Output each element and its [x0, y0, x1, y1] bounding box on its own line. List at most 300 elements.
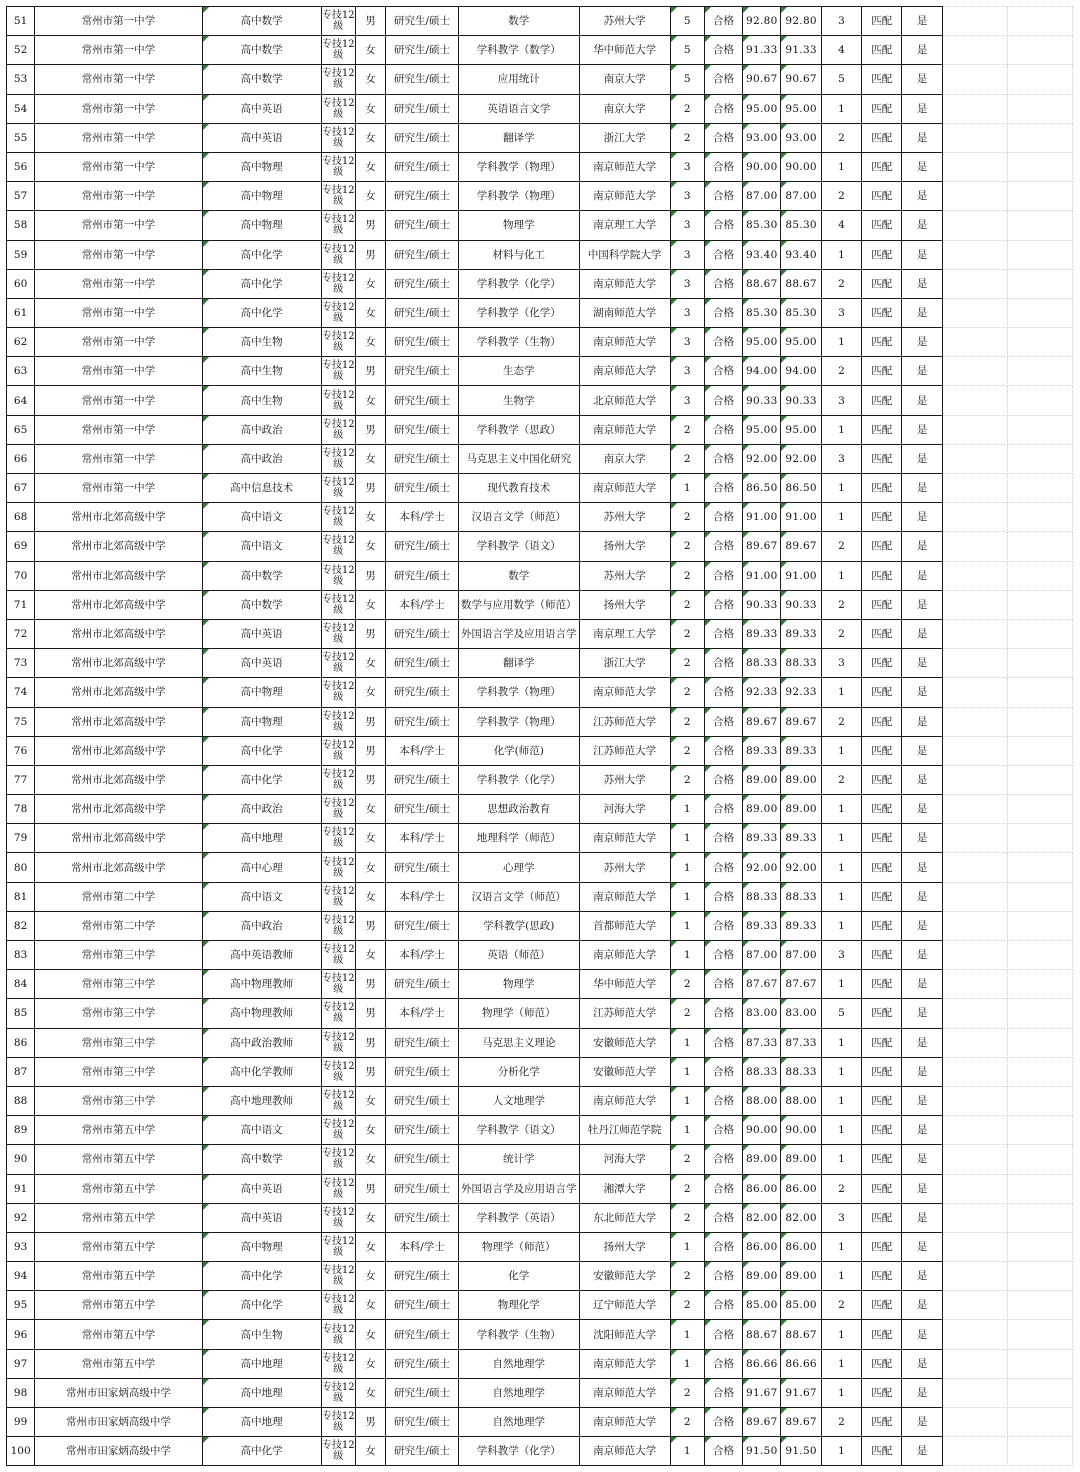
major-cell: 翻译学: [458, 123, 579, 152]
quota-cell: 1: [670, 941, 704, 970]
empty-cell: [942, 1262, 1008, 1291]
quota-cell: 3: [670, 182, 704, 211]
major-cell: 物理学（师范）: [458, 999, 579, 1028]
table-row: [7, 1203, 1073, 1232]
level-cell: 专技12级: [321, 357, 355, 386]
empty-cell: [942, 36, 1008, 65]
school-cell: 常州市第五中学: [35, 1232, 202, 1261]
seq-cell: 65: [7, 415, 35, 444]
quota-cell: 2: [670, 590, 704, 619]
seq-cell: 70: [7, 561, 35, 590]
hired-cell: 是: [902, 1232, 942, 1261]
level-cell: 专技12级: [321, 328, 355, 357]
gender-cell: 女: [355, 386, 385, 415]
quota-cell: 1: [670, 1349, 704, 1378]
hired-cell: 是: [902, 853, 942, 882]
empty-cell: [942, 619, 1008, 648]
total-cell: 87.33: [781, 1028, 821, 1057]
score-cell: 89.67: [743, 1408, 781, 1437]
rank-cell: 2: [821, 1174, 861, 1203]
level-cell: 专技12级: [321, 678, 355, 707]
rank-cell: 2: [821, 532, 861, 561]
empty-cell: [942, 298, 1008, 327]
table-row: [7, 357, 1073, 386]
seq-cell: 86: [7, 1028, 35, 1057]
empty-cell: [1008, 1437, 1073, 1466]
score-cell: 89.33: [743, 736, 781, 765]
exam-cell: 合格: [704, 911, 742, 940]
empty-cell: [1008, 240, 1073, 269]
empty-cell: [942, 911, 1008, 940]
exam-cell: 合格: [704, 1145, 742, 1174]
total-cell: 88.33: [781, 882, 821, 911]
position-cell: 高中生物: [202, 1320, 321, 1349]
gender-cell: 女: [355, 36, 385, 65]
exam-cell: 合格: [704, 1408, 742, 1437]
hired-cell: 是: [902, 795, 942, 824]
table-row: [7, 94, 1073, 123]
total-cell: 86.00: [781, 1232, 821, 1261]
empty-cell: [1008, 444, 1073, 473]
match-cell: 匹配: [862, 561, 902, 590]
major-cell: 外国语言学及应用语言学: [458, 619, 579, 648]
seq-cell: 89: [7, 1116, 35, 1145]
quota-cell: 3: [670, 386, 704, 415]
position-cell: 高中语文: [202, 1116, 321, 1145]
match-cell: 匹配: [862, 736, 902, 765]
level-cell: 专技12级: [321, 1437, 355, 1466]
school-cell: 常州市第三中学: [35, 1057, 202, 1086]
school-cell: 常州市第一中学: [35, 415, 202, 444]
table-row: [7, 328, 1073, 357]
gender-cell: 女: [355, 1262, 385, 1291]
seq-cell: 56: [7, 152, 35, 181]
university-cell: 南京大学: [579, 444, 670, 473]
quota-cell: 3: [670, 240, 704, 269]
school-cell: 常州市第三中学: [35, 941, 202, 970]
position-cell: 高中地理: [202, 824, 321, 853]
degree-cell: 研究生/硕士: [386, 298, 459, 327]
quota-cell: 2: [670, 649, 704, 678]
hired-cell: 是: [902, 765, 942, 794]
rank-cell: 1: [821, 824, 861, 853]
degree-cell: 研究生/硕士: [386, 1116, 459, 1145]
school-cell: 常州市北郊高级中学: [35, 649, 202, 678]
table-row: [7, 298, 1073, 327]
university-cell: 浙江大学: [579, 123, 670, 152]
exam-cell: 合格: [704, 269, 742, 298]
university-cell: 北京师范大学: [579, 386, 670, 415]
hired-cell: 是: [902, 561, 942, 590]
university-cell: 苏州大学: [579, 853, 670, 882]
position-cell: 高中物理: [202, 211, 321, 240]
degree-cell: 研究生/硕士: [386, 65, 459, 94]
university-cell: 南京师范大学: [579, 1408, 670, 1437]
empty-cell: [942, 94, 1008, 123]
total-cell: 89.67: [781, 532, 821, 561]
empty-cell: [942, 328, 1008, 357]
school-cell: 常州市第五中学: [35, 1291, 202, 1320]
empty-cell: [942, 444, 1008, 473]
total-cell: 85.30: [781, 298, 821, 327]
match-cell: 匹配: [862, 795, 902, 824]
exam-cell: 合格: [704, 1291, 742, 1320]
table-row: [7, 1320, 1073, 1349]
level-cell: 专技12级: [321, 1028, 355, 1057]
rank-cell: 1: [821, 1437, 861, 1466]
level-cell: 专技12级: [321, 941, 355, 970]
quota-cell: 2: [670, 1291, 704, 1320]
university-cell: 南京师范大学: [579, 1437, 670, 1466]
rank-cell: 1: [821, 911, 861, 940]
university-cell: 苏州大学: [579, 503, 670, 532]
school-cell: 常州市北郊高级中学: [35, 619, 202, 648]
match-cell: 匹配: [862, 1349, 902, 1378]
degree-cell: 本科/学士: [386, 736, 459, 765]
empty-cell: [1008, 941, 1073, 970]
table-row: [7, 152, 1073, 181]
rank-cell: 3: [821, 386, 861, 415]
position-cell: 高中地理: [202, 1408, 321, 1437]
table-row: [7, 269, 1073, 298]
exam-cell: 合格: [704, 36, 742, 65]
seq-cell: 78: [7, 795, 35, 824]
degree-cell: 研究生/硕士: [386, 532, 459, 561]
score-cell: 86.00: [743, 1174, 781, 1203]
position-cell: 高中语文: [202, 503, 321, 532]
empty-cell: [942, 1408, 1008, 1437]
major-cell: 学科教学（生物）: [458, 328, 579, 357]
rank-cell: 1: [821, 678, 861, 707]
level-cell: 专技12级: [321, 1145, 355, 1174]
total-cell: 95.00: [781, 94, 821, 123]
empty-cell: [1008, 736, 1073, 765]
rank-cell: 2: [821, 765, 861, 794]
position-cell: 高中地理教师: [202, 1086, 321, 1115]
hired-cell: 是: [902, 1408, 942, 1437]
seq-cell: 96: [7, 1320, 35, 1349]
rank-cell: 1: [821, 1145, 861, 1174]
university-cell: 南京师范大学: [579, 824, 670, 853]
gender-cell: 男: [355, 1408, 385, 1437]
hired-cell: 是: [902, 36, 942, 65]
university-cell: 首都师范大学: [579, 911, 670, 940]
gender-cell: 男: [355, 1174, 385, 1203]
hired-cell: 是: [902, 824, 942, 853]
quota-cell: 3: [670, 328, 704, 357]
position-cell: 高中生物: [202, 328, 321, 357]
position-cell: 高中数学: [202, 65, 321, 94]
major-cell: 学科教学（化学）: [458, 1437, 579, 1466]
school-cell: 常州市第五中学: [35, 1145, 202, 1174]
quota-cell: 2: [670, 1174, 704, 1203]
seq-cell: 76: [7, 736, 35, 765]
total-cell: 86.00: [781, 1174, 821, 1203]
degree-cell: 研究生/硕士: [386, 1086, 459, 1115]
quota-cell: 1: [670, 1320, 704, 1349]
major-cell: 物理学: [458, 970, 579, 999]
rank-cell: 1: [821, 240, 861, 269]
table-row: [7, 970, 1073, 999]
major-cell: 学科教学（物理）: [458, 182, 579, 211]
score-cell: 90.00: [743, 152, 781, 181]
gender-cell: 女: [355, 1232, 385, 1261]
school-cell: 常州市北郊高级中学: [35, 795, 202, 824]
total-cell: 91.00: [781, 503, 821, 532]
score-cell: 89.33: [743, 619, 781, 648]
empty-cell: [1008, 65, 1073, 94]
major-cell: 学科教学（物理）: [458, 152, 579, 181]
exam-cell: 合格: [704, 182, 742, 211]
exam-cell: 合格: [704, 590, 742, 619]
exam-cell: 合格: [704, 619, 742, 648]
empty-cell: [1008, 269, 1073, 298]
degree-cell: 研究生/硕士: [386, 7, 459, 36]
major-cell: 学科教学（英语）: [458, 1203, 579, 1232]
rank-cell: 1: [821, 415, 861, 444]
empty-cell: [1008, 1028, 1073, 1057]
empty-cell: [1008, 1378, 1073, 1407]
rank-cell: 1: [821, 503, 861, 532]
empty-cell: [1008, 7, 1073, 36]
empty-cell: [1008, 1291, 1073, 1320]
seq-cell: 81: [7, 882, 35, 911]
exam-cell: 合格: [704, 882, 742, 911]
match-cell: 匹配: [862, 999, 902, 1028]
degree-cell: 研究生/硕士: [386, 328, 459, 357]
hired-cell: 是: [902, 415, 942, 444]
hired-cell: 是: [902, 1349, 942, 1378]
match-cell: 匹配: [862, 1028, 902, 1057]
school-cell: 常州市第一中学: [35, 94, 202, 123]
table-row: [7, 678, 1073, 707]
hired-cell: 是: [902, 1437, 942, 1466]
empty-cell: [942, 561, 1008, 590]
gender-cell: 男: [355, 1028, 385, 1057]
match-cell: 匹配: [862, 1116, 902, 1145]
seq-cell: 57: [7, 182, 35, 211]
school-cell: 常州市第一中学: [35, 240, 202, 269]
score-cell: 90.00: [743, 1116, 781, 1145]
rank-cell: 1: [821, 1057, 861, 1086]
match-cell: 匹配: [862, 269, 902, 298]
empty-cell: [1008, 503, 1073, 532]
position-cell: 高中信息技术: [202, 474, 321, 503]
score-cell: 91.50: [743, 1437, 781, 1466]
quota-cell: 2: [670, 736, 704, 765]
match-cell: 匹配: [862, 1437, 902, 1466]
school-cell: 常州市第一中学: [35, 298, 202, 327]
table-row: [7, 415, 1073, 444]
school-cell: 常州市第一中学: [35, 182, 202, 211]
table-row: [7, 649, 1073, 678]
rank-cell: 2: [821, 1408, 861, 1437]
level-cell: 专技12级: [321, 269, 355, 298]
score-cell: 88.67: [743, 269, 781, 298]
score-cell: 88.00: [743, 1086, 781, 1115]
degree-cell: 研究生/硕士: [386, 269, 459, 298]
score-cell: 89.00: [743, 765, 781, 794]
degree-cell: 研究生/硕士: [386, 765, 459, 794]
degree-cell: 研究生/硕士: [386, 386, 459, 415]
major-cell: 马克思主义理论: [458, 1028, 579, 1057]
match-cell: 匹配: [862, 7, 902, 36]
level-cell: 专技12级: [321, 94, 355, 123]
gender-cell: 女: [355, 444, 385, 473]
score-cell: 91.00: [743, 503, 781, 532]
exam-cell: 合格: [704, 853, 742, 882]
table-row: [7, 1028, 1073, 1057]
score-cell: 86.66: [743, 1349, 781, 1378]
score-cell: 88.33: [743, 649, 781, 678]
rank-cell: 1: [821, 94, 861, 123]
rank-cell: 2: [821, 619, 861, 648]
empty-cell: [1008, 1203, 1073, 1232]
match-cell: 匹配: [862, 94, 902, 123]
hired-cell: 是: [902, 152, 942, 181]
empty-cell: [942, 649, 1008, 678]
total-cell: 89.67: [781, 707, 821, 736]
empty-cell: [1008, 1320, 1073, 1349]
major-cell: 学科教学（语文）: [458, 532, 579, 561]
rank-cell: 2: [821, 1291, 861, 1320]
university-cell: 南京师范大学: [579, 182, 670, 211]
match-cell: 匹配: [862, 1291, 902, 1320]
seq-cell: 73: [7, 649, 35, 678]
table-row: [7, 503, 1073, 532]
position-cell: 高中地理: [202, 1349, 321, 1378]
empty-cell: [942, 1378, 1008, 1407]
major-cell: 学科教学（数学）: [458, 36, 579, 65]
major-cell: 应用统计: [458, 65, 579, 94]
major-cell: 数学: [458, 561, 579, 590]
score-cell: 89.00: [743, 1262, 781, 1291]
score-cell: 85.00: [743, 1291, 781, 1320]
degree-cell: 本科/学士: [386, 824, 459, 853]
gender-cell: 女: [355, 678, 385, 707]
position-cell: 高中物理: [202, 678, 321, 707]
gender-cell: 女: [355, 269, 385, 298]
empty-cell: [1008, 1145, 1073, 1174]
total-cell: 88.00: [781, 1086, 821, 1115]
major-cell: 马克思主义中国化研究: [458, 444, 579, 473]
level-cell: 专技12级: [321, 474, 355, 503]
school-cell: 常州市第一中学: [35, 211, 202, 240]
gender-cell: 男: [355, 970, 385, 999]
degree-cell: 研究生/硕士: [386, 1057, 459, 1086]
hired-cell: 是: [902, 1378, 942, 1407]
quota-cell: 2: [670, 970, 704, 999]
hired-cell: 是: [902, 1320, 942, 1349]
level-cell: 专技12级: [321, 1203, 355, 1232]
table-row: [7, 590, 1073, 619]
level-cell: 专技12级: [321, 649, 355, 678]
position-cell: 高中地理: [202, 1378, 321, 1407]
quota-cell: 2: [670, 1378, 704, 1407]
rank-cell: 1: [821, 970, 861, 999]
seq-cell: 79: [7, 824, 35, 853]
score-cell: 89.67: [743, 532, 781, 561]
empty-cell: [1008, 357, 1073, 386]
empty-cell: [942, 211, 1008, 240]
major-cell: 数学: [458, 7, 579, 36]
match-cell: 匹配: [862, 386, 902, 415]
major-cell: 学科教学（思政）: [458, 415, 579, 444]
degree-cell: 研究生/硕士: [386, 1262, 459, 1291]
rank-cell: 1: [821, 1262, 861, 1291]
seq-cell: 59: [7, 240, 35, 269]
empty-cell: [942, 182, 1008, 211]
match-cell: 匹配: [862, 1203, 902, 1232]
quota-cell: 2: [670, 678, 704, 707]
gender-cell: 女: [355, 182, 385, 211]
level-cell: 专技12级: [321, 1349, 355, 1378]
exam-cell: 合格: [704, 298, 742, 327]
major-cell: 生物学: [458, 386, 579, 415]
hired-cell: 是: [902, 211, 942, 240]
quota-cell: 2: [670, 123, 704, 152]
hired-cell: 是: [902, 1057, 942, 1086]
total-cell: 95.00: [781, 415, 821, 444]
empty-cell: [1008, 619, 1073, 648]
score-cell: 87.33: [743, 1028, 781, 1057]
position-cell: 高中化学: [202, 765, 321, 794]
school-cell: 常州市第五中学: [35, 1174, 202, 1203]
total-cell: 93.00: [781, 123, 821, 152]
degree-cell: 研究生/硕士: [386, 94, 459, 123]
exam-cell: 合格: [704, 941, 742, 970]
position-cell: 高中数学: [202, 1145, 321, 1174]
major-cell: 学科教学（化学）: [458, 269, 579, 298]
degree-cell: 研究生/硕士: [386, 1174, 459, 1203]
score-cell: 82.00: [743, 1203, 781, 1232]
empty-cell: [942, 765, 1008, 794]
school-cell: 常州市北郊高级中学: [35, 590, 202, 619]
empty-cell: [1008, 1116, 1073, 1145]
hired-cell: 是: [902, 7, 942, 36]
exam-cell: 合格: [704, 765, 742, 794]
hired-cell: 是: [902, 503, 942, 532]
table-row: [7, 795, 1073, 824]
empty-cell: [942, 269, 1008, 298]
empty-cell: [942, 1291, 1008, 1320]
quota-cell: 1: [670, 1232, 704, 1261]
position-cell: 高中语文: [202, 532, 321, 561]
level-cell: 专技12级: [321, 386, 355, 415]
exam-cell: 合格: [704, 795, 742, 824]
exam-cell: 合格: [704, 1203, 742, 1232]
empty-cell: [942, 503, 1008, 532]
major-cell: 英语（师范）: [458, 941, 579, 970]
level-cell: 专技12级: [321, 36, 355, 65]
level-cell: 专技12级: [321, 1320, 355, 1349]
degree-cell: 研究生/硕士: [386, 152, 459, 181]
empty-cell: [1008, 298, 1073, 327]
university-cell: 南京师范大学: [579, 941, 670, 970]
degree-cell: 本科/学士: [386, 503, 459, 532]
rank-cell: 1: [821, 1116, 861, 1145]
seq-cell: 77: [7, 765, 35, 794]
major-cell: 汉语言文学（师范）: [458, 882, 579, 911]
rank-cell: 1: [821, 853, 861, 882]
position-cell: 高中数学: [202, 561, 321, 590]
rank-cell: 5: [821, 999, 861, 1028]
hired-cell: 是: [902, 590, 942, 619]
exam-cell: 合格: [704, 503, 742, 532]
degree-cell: 研究生/硕士: [386, 1145, 459, 1174]
gender-cell: 女: [355, 1203, 385, 1232]
quota-cell: 2: [670, 707, 704, 736]
